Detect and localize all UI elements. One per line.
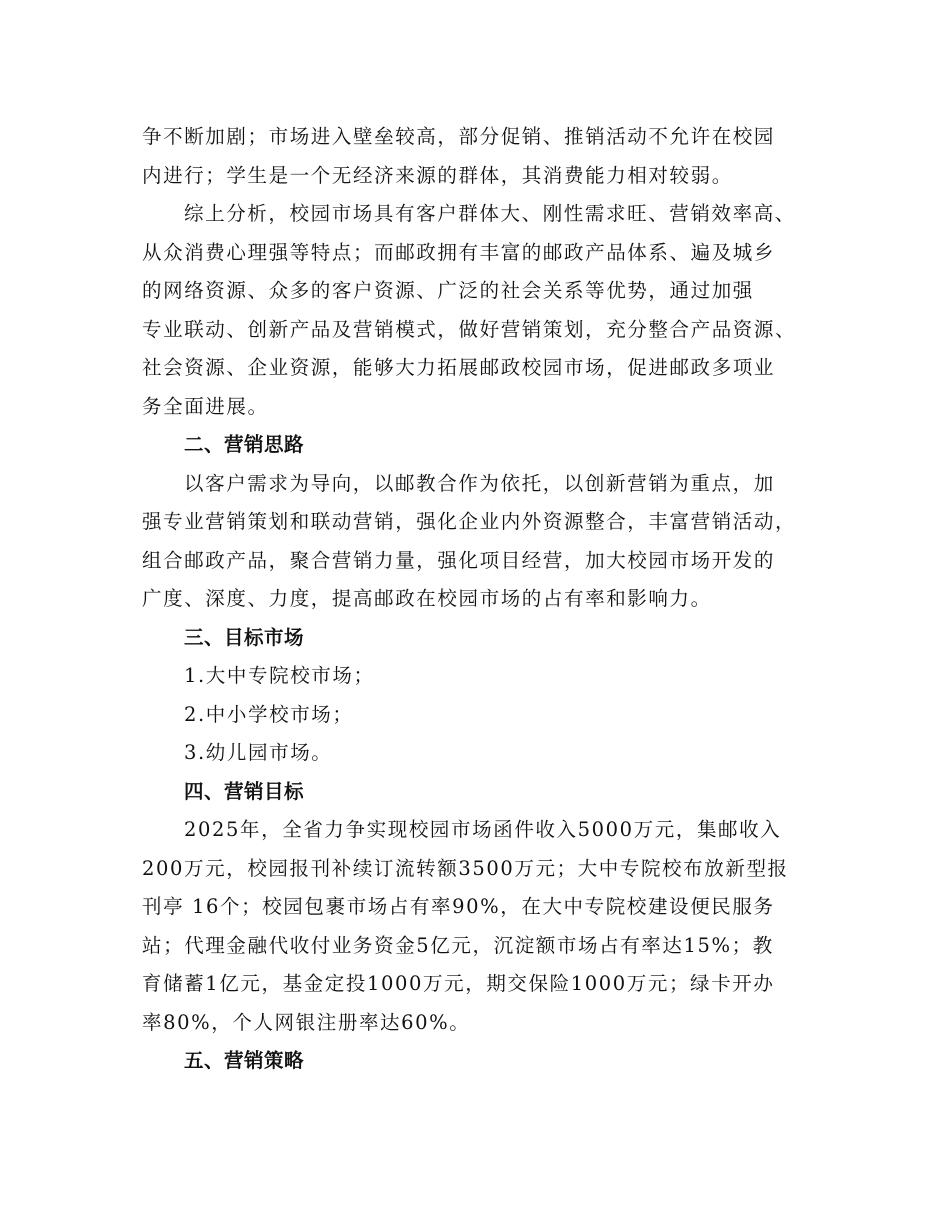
text-line: 站；代理金融代收付业务资金5亿元，沉淀额市场占有率达15%；教 bbox=[142, 933, 774, 957]
text-line: 强专业营销策划和联动营销，强化企业内外资源整合，丰富营销活动， bbox=[142, 510, 797, 533]
paragraph-marketing-goals bbox=[142, 811, 812, 1042]
text-line: 争不断加剧；市场进入壁垒较高，部分促销、推销活动不允许在校园 bbox=[142, 125, 776, 148]
paragraph-marketing-approach bbox=[142, 465, 812, 619]
text-line: 以客户需求为导向，以邮教合作为依托，以创新营销为重点，加 bbox=[184, 471, 775, 495]
section-heading-marketing-strategy: 五、营销策略 bbox=[184, 1049, 305, 1072]
text-line: 综上分析，校园市场具有客户群体大、刚性需求旺、营销效率高、 bbox=[184, 202, 796, 225]
text-line: 社会资源、企业资源，能够大力拓展邮政校园市场，促进邮政多项业 bbox=[142, 356, 776, 379]
paragraph-market-constraints bbox=[142, 118, 812, 195]
text-line: 务全面进展。 bbox=[142, 394, 269, 418]
section-heading-target-market: 三、目标市场 bbox=[184, 625, 305, 649]
list-item: 3.幼儿园市场。 bbox=[184, 741, 333, 764]
text-line: 的网络资源、众多的客户资源、广泛的社会关系等优势，通过加强 bbox=[142, 279, 754, 302]
list-item: 2.中小学校市场； bbox=[184, 702, 354, 726]
text-line: 内进行；学生是一个无经济来源的群体，其消费能力相对较弱。 bbox=[142, 163, 733, 187]
target-market-list bbox=[142, 657, 812, 773]
list-item: 1.大中专院校市场； bbox=[184, 664, 375, 687]
section-heading-marketing-goals: 四、营销目标 bbox=[184, 779, 305, 803]
text-line: 广度、深度、力度，提高邮政在校园市场的占有率和影响力。 bbox=[142, 587, 712, 610]
paragraph-summary-analysis bbox=[142, 195, 812, 426]
text-line: 刊亭 16个；校园包裹市场占有率90%，在大中专院校建设便民服务 bbox=[142, 895, 775, 918]
text-line: 200万元，校园报刊补续订流转额3500万元；大中专院校布放新型报 bbox=[142, 856, 789, 880]
text-line: 从众消费心理强等特点；而邮政拥有丰富的邮政产品体系、遍及城乡 bbox=[142, 240, 776, 264]
text-line: 组合邮政产品，聚合营销力量，强化项目经营，加大校园市场开发的 bbox=[142, 548, 776, 572]
section-heading-marketing-approach: 二、营销思路 bbox=[184, 433, 305, 456]
document-body bbox=[142, 118, 812, 1081]
text-line: 育储蓄1亿元，基金定投1000万元，期交保险1000万元；绿卡开办 bbox=[142, 972, 775, 995]
text-line: 2025年，全省力争实现校园市场函件收入5000万元，集邮收入 bbox=[184, 818, 782, 841]
text-line: 专业联动、创新产品及营销模式，做好营销策划，充分整合产品资源、 bbox=[142, 317, 797, 341]
text-line: 率80%，个人网银注册率达60%。 bbox=[142, 1010, 471, 1034]
